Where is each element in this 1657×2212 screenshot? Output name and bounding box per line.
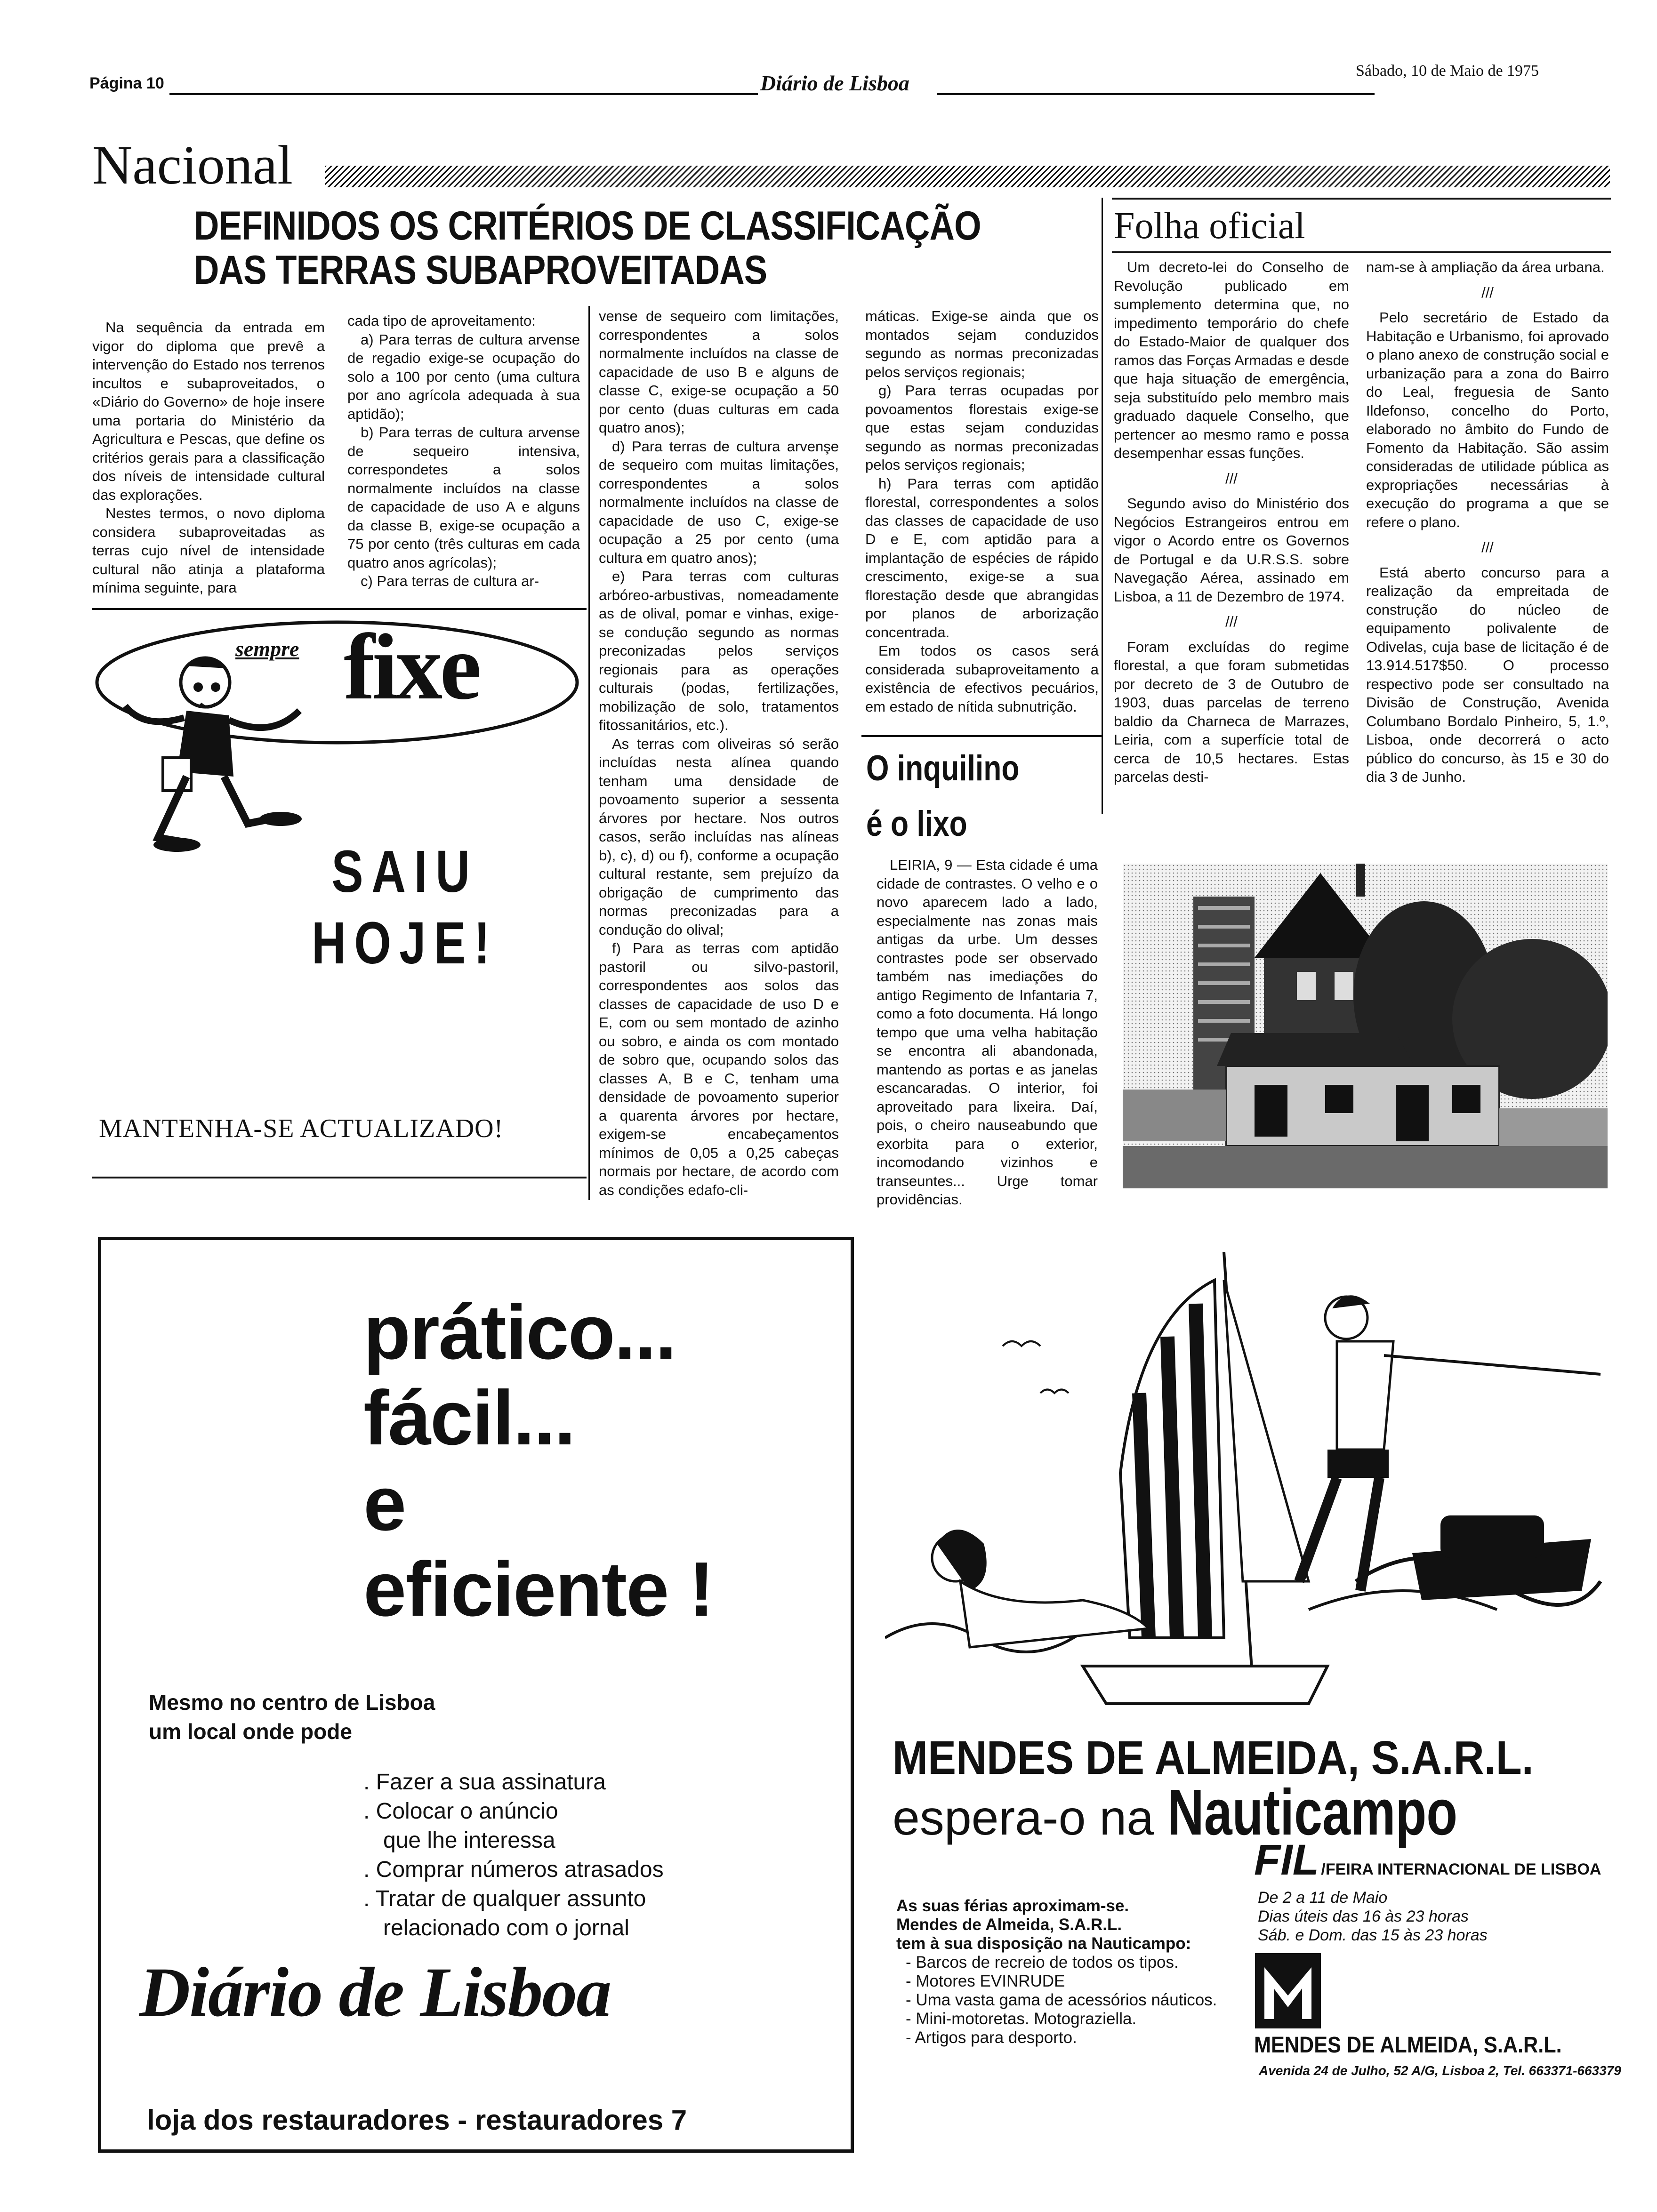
separator: /// [1481,539,1494,555]
paragraph: Em todos os casos será considerada subaproveitamento a existência de efectivos pecuários, em estado de nítida subnutrição. [865,642,1099,715]
paragraph: h) Para terras com aptidão florestal, correspondentes a solos das classes de capacidade de uso D e E, com aptidão para a implantação de espécies de rápido crescimento, exige-se a sua florestação desde que abrangidas por planos de arborização concentrada. [865,475,1099,641]
article-column-3 [599,307,839,1199]
fixe-ad-bottom-rule [92,1177,587,1178]
column-rule [588,306,590,1200]
fil-name: /FEIRA INTERNACIONAL DE LISBOA [1321,1860,1601,1878]
fil-date-line: De 2 a 11 de Maio [1258,1889,1388,1907]
diario-ad-logo: Diário de Lisboa [139,1953,611,2031]
mendes-logo-icon [1255,1953,1321,2028]
paragraph: f) Para as terras com aptidão pastoril ou silvo-pastoril, correspondentes aos solos das classes de capacidade de uso D e E, com ou sem montado de azinho ou sobro, e ainda os com montado de sobro que, ocupando solos das classes A, B e C, tenham uma densidade de povoamento superior a quarenta árvores por hectare, exigem-se encabeçamentos mínimos de 0,05 a 0,25 cabeças normais por hectare, de acordo com as condições edafo-cli- [599,940,839,1198]
paragraph: cada tipo de aproveitamento: [347,313,536,329]
paragraph: Foram excluídas do regime florestal, a que foram submetidas por decreto de 3 de Outubro de 1903, duas parcelas de terreno baldio da Charneca de Marrazes, Leiria, com a superfície total de cerca de 10,5 hectares. Estas parcelas desti- [1114,638,1349,785]
mendes-ad-intro-line: tem à sua disposição na Nauticampo: [896,1934,1191,1953]
paragraph: a) Para terras de cultura arvense de regadio exige-se ocupação do solo a 100 por cento (uma cultura por ano agrícola adequada à sua aptidão); [347,331,580,422]
mendes-ad-headline: MENDES DE ALMEIDA, S.A.R.L. [893,1731,1534,1784]
diario-ad-item: . Comprar números atrasados [363,1857,664,1882]
mendes-ad-item: - Uma vasta gama de acessórios náuticos. [906,1991,1217,2009]
main-headline-line1: DEFINIDOS OS CRITÉRIOS DE CLASSIFICAÇÃO [194,203,981,248]
paragraph: Está aberto concurso para a realização da empreitada de construção do núcleo de equipamento polivalente de Odivelas, cuja base de licitação é de 13.914.517$50. O processo respectivo pode ser consultado na Divisão de Construção, Avenida Columbano Bordalo Pinheiro, 5, 1.º, Lisboa, onde decorrerá o acto público do concurso, às 15 e 30 do dia 3 de Junho. [1366,564,1609,785]
paragraph: LEIRIA, 9 — Esta cidade é uma cidade de contrastes. O velho e o novo aparecem lado a lado, especialmente nas zonas mais antigas da urbe. Um desses contrastes pode ser observado também nas imediações do antigo Regimento de Infantaria 7, como a foto documenta. Há longo tempo que uma velha habitação se encontra ali abandonada, mantendo as portas e as janelas escancaradas. O interior, foi aproveitado para lixeira. Daí, pois, o cheiro nauseabundo que exorbita para o exterior, incomodando vizinhos e transeuntes... Urge tomar providências. [877,857,1098,1208]
mendes-ad-intro-line: As suas férias aproximam-se. [896,1897,1129,1915]
folha-oficial-title: Folha oficial [1114,205,1305,247]
folha-top-rule [1112,198,1611,200]
fixe-ad-sempre: sempre [235,637,299,661]
diario-ad-pratico: prático... [363,1289,676,1375]
folha-left-rule [1102,198,1103,814]
mendes-ad-item: - Artigos para desporto. [906,2028,1077,2047]
paragraph: Pelo secretário de Estado da Habitação e Urbanismo, foi aprovado o plano anexo de construção social e urbanização para a zona do Bairro do Leal, freguesia de Santo Ildefonso, concelho do Porto, elaborado no âmbito do Fundo de Fomento da Habitação. São assim consideradas de utilidade pública as expropriações necessárias à execução do programa a que se refere o plano. [1366,309,1609,530]
article-column-1 [92,318,325,597]
diario-ad-item: . Colocar o anúncio [363,1799,558,1824]
paragraph: Segundo aviso do Ministério dos Negócios Estrangeiros entrou em vigor o Acordo entre os Governos de Portugal e da U.R.S.S. sobre Navegação Aérea, assinado em Lisboa, a 11 de Dezembro de 1974. [1114,495,1349,605]
paragraph: e) Para terras com culturas arbóreo-arbustivas, nomeadamente as de olival, pomar e vinhas, exige-se condução segundo as normas preconizadas pelos serviços regionais para as operações culturais (podas, fertilizações, mobilização de solo, tratamentos fitossanitários, etc.). [599,568,839,733]
paragraph: b) Para terras de cultura arvense de sequeiro intensiva, correspondetes a solos normalmente incluídos na classe de capacidade de uso A e alguns da classe B, exige-se ocupação a 75 por cento (três culturas em cada quatro anos agrícolas); [347,424,580,571]
diario-ad-e: e [363,1460,406,1547]
fixe-ad-fixe: fixe [344,615,479,719]
diario-ad-item: que lhe interessa [383,1828,555,1853]
mendes-ad-intro [896,1897,1254,2047]
diario-ad-sub1: Mesmo no centro de Lisboa [149,1690,435,1715]
paragraph: g) Para terras ocupadas por povoamentos florestais exige-se que estas sejam conduzidas segundo as normas preconizadas pelos serviços regionais; [865,382,1099,473]
diario-ad-item: . Fazer a sua assinatura [363,1770,606,1795]
mendes-ad-espera-text: espera-o na [893,1791,1154,1845]
folha-column-2 [1366,258,1609,786]
inquilino-body [877,856,1098,1209]
fixe-ad-top-rule [92,608,587,610]
section-hatch-bar [325,166,1610,187]
header-rule-right [937,93,1375,95]
fixe-ad-illustration [92,617,587,861]
diario-ad-facil: fácil... [363,1375,575,1461]
folha-title-rule [1112,251,1611,253]
header-rule-left [169,93,758,95]
mendes-ad-item: - Barcos de recreio de todos os tipos. [906,1953,1179,1972]
separator: /// [1225,470,1238,487]
article-column-2 [347,312,580,591]
mendes-ad-nauticampo: Nauticampo [1167,1776,1457,1849]
paragraph: c) Para terras de cultura ar- [361,573,539,589]
fil-date-line: Sáb. e Dom. das 15 às 23 horas [1258,1926,1488,1944]
inquilino-title-line1: O inquilino [866,748,1020,788]
mendes-ad-item: - Mini-motoretas. Motograziella. [906,2010,1137,2028]
fixe-ad-saiu: SAIU [331,838,478,905]
inquilino-title-line2: é o lixo [866,804,967,844]
fixe-ad-hoje: HOJE! [311,910,499,976]
main-headline-line2: DAS TERRAS SUBAPROVEITADAS [194,248,767,293]
paragraph: Na sequência da entrada em vigor do diploma que prevê a intervenção do Estado nos terrenos incultos e subaproveitados, o «Diário do Governo» de hoje insere uma portaria do Ministério da Agricultura e Pescas, que define os critérios gerais para a classificação dos níveis de intensidade cultural das explorações. [92,319,325,503]
photo-old-house [1123,864,1608,1188]
separator: /// [1225,613,1238,630]
paragraph: Nestes termos, o novo diploma considera subaproveitadas as terras cujo nível de intensidade cultural não atinja a plataforma mínima seguinte, para [92,505,325,596]
fil-dates [1258,1888,1488,1945]
fil-logo: FIL [1254,1836,1319,1884]
mendes-ad-item: - Motores EVINRUDE [906,1972,1065,1990]
diario-ad-item: relacionado com o jornal [383,1915,629,1940]
page-number: Página 10 [89,74,164,92]
article-column-4 [865,307,1099,716]
inquilino-top-rule [861,735,1102,737]
diario-ad-item: . Tratar de qualquer assunto [363,1886,646,1911]
paragraph: Um decreto-lei do Conselho de Revolução publicado em sumplemento determina que, no impedimento temporário do chefe do Estado-Maior de qualquer dos ramos das Forças Armadas e desde que haja situação de emergência, seja substituído pelo membro mais graduado daquele Conselho, que pertencer ao mesmo ramo e possa desempenhar essas funções. [1114,259,1349,461]
diario-ad-sub2: um local onde pode [149,1719,352,1744]
mendes-ad-address: Avenida 24 de Julho, 52 A/G, Lisboa 2, Tel. 663371-663379 [1259,2063,1621,2078]
fil-logo-block [1254,1835,1612,1885]
issue-date: Sábado, 10 de Maio de 1975 [1356,62,1539,80]
paragraph: vense de sequeiro com limitações, correspondentes a solos normalmente incluídos na classe de capacidade de uso B e alguns de classe C, exige-se ocupação a 50 por cento (duas culturas em cada quatro anos); [599,308,839,436]
section-title: Nacional [92,134,293,196]
mendes-ad-company: MENDES DE ALMEIDA, S.A.R.L. [1254,2033,1562,2058]
fixe-ad-mantenha: MANTENHA-SE ACTUALIZADO! [99,1114,504,1143]
mendes-ad-intro-line: Mendes de Almeida, S.A.R.L. [896,1915,1122,1934]
diario-ad-eficiente: eficiente ! [363,1546,714,1632]
fil-date-line: Dias úteis das 16 às 23 horas [1258,1907,1469,1925]
mendes-ad-illustration [885,1252,1605,1713]
paragraph: d) Para terras de cultura arvenşe de sequeiro com muitas limitações, correspondentes a solos normalmente incluídos na classe de capacidade de uso C, exige-se ocupação a 25 por cento (uma cultura em quatro anos); [599,438,839,566]
paragraph: máticas. Exige-se ainda que os montados sejam conduzidos segundo as normas preconizadas pelos serviços regionais; [865,308,1099,380]
separator: /// [1481,284,1494,301]
paragraph: nam-se à ampliação da área urbana. [1366,259,1605,275]
folha-column-1 [1114,258,1349,786]
diario-ad-footer: loja dos restauradores - restauradores 7 [147,2104,687,2136]
paragraph: As terras com oliveiras só serão incluídas nesta alínea quando tenham uma densidade de povoamento superior a sessenta árvores por hectare. Nos outros casos, serão incluídas nas alíneas b), c), d) ou f), conforme a ocupação cultural restante, sem prejuízo da obrigação de cumprimento das normas preconizadas para a condução do olival; [599,735,839,938]
masthead: Diário de Lisboa [760,71,909,95]
